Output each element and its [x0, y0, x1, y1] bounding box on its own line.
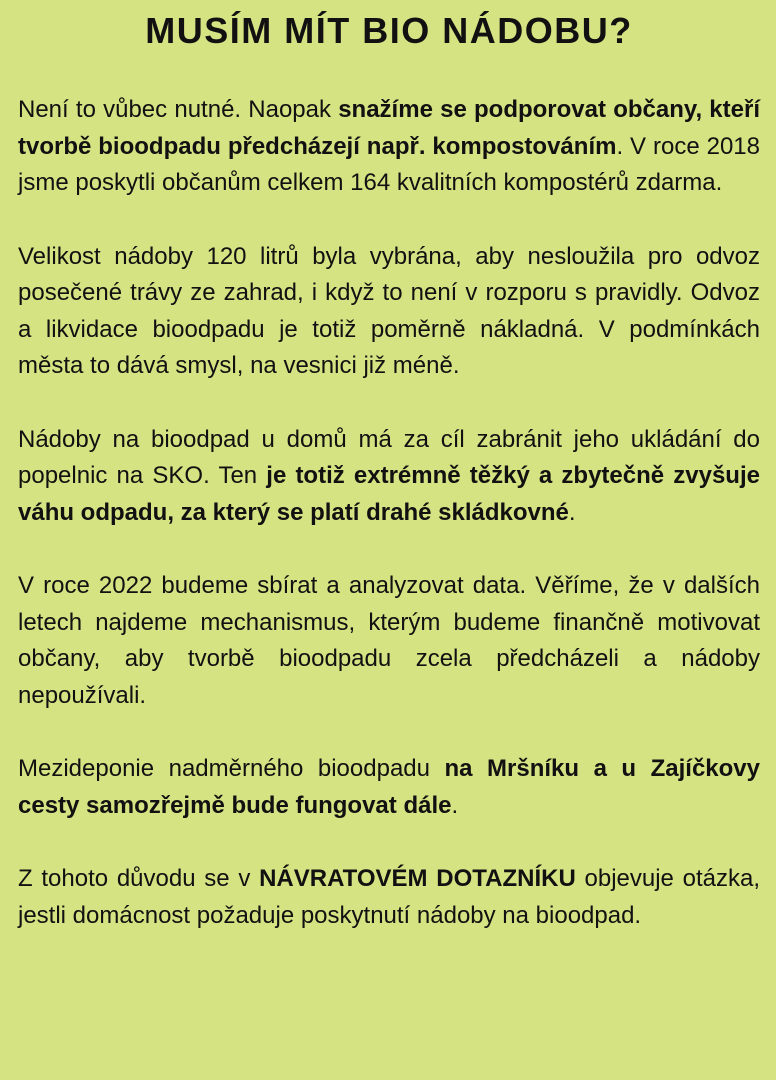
paragraph-purpose [18, 422, 760, 532]
text-segment: objevuje otázka, jestli domácnost požaduje poskytnutí nádoby na bioodpad. [18, 865, 760, 929]
paragraph-composting [18, 92, 760, 202]
paragraph-container-size [18, 239, 760, 385]
text-segment: Mezideponie nadměrného bioodpadu [18, 755, 445, 782]
bold-segment: je totiž extrémně těžký a zbytečně zvyšuje váhu odpadu, za který se platí drahé skládkovné [18, 462, 760, 526]
text-segment: Z tohoto důvodu se v [18, 865, 260, 892]
text-segment: V roce 2022 budeme sbírat a analyzovat data. Věříme, že v dalších letech najdeme mechanismus, kterým budeme finančně motivovat občany, aby tvorbě bioodpadu zcela předcházeli a nádoby nepoužívali. [18, 572, 760, 709]
text-segment: Velikost nádoby 120 litrů byla vybrána, aby nesloužila pro odvoz posečené trávy ze zahrad, i když to není v rozporu s pravidly. Odvoz a likvidace bioodpadu je totiž poměrně nákladná. V podmínkách města to dává smysl, na vesnici již méně. [18, 242, 760, 379]
text-segment: . [451, 791, 459, 819]
text-segment: . [568, 498, 576, 526]
bold-segment: na Mršníku a u Zajíčkovy cesty samozřejmě bude fungovat dále [18, 755, 760, 819]
bold-segment: snažíme se podporovat občany, kteří tvorbě bioodpadu předcházejí např. kompostováním [18, 96, 760, 160]
text-segment: Nádoby na bioodpad u domů má za cíl zabránit jeho ukládání do popelnic na SKO. Ten [18, 425, 760, 489]
paragraph-data-2022 [18, 568, 760, 714]
text-segment: Není to vůbec nutné. Naopak [18, 96, 339, 123]
paragraph-questionnaire [18, 861, 760, 934]
text-segment: . V roce 2018 jsme poskytli občanům celkem 164 kvalitních kompostérů zdarma. [18, 132, 760, 196]
page-title: MUSÍM MÍT BIO NÁDOBU? [145, 10, 633, 51]
bold-segment: NÁVRATOVÉM DOTAZNÍKU [259, 865, 576, 892]
paragraph-mezideponie [18, 751, 760, 824]
